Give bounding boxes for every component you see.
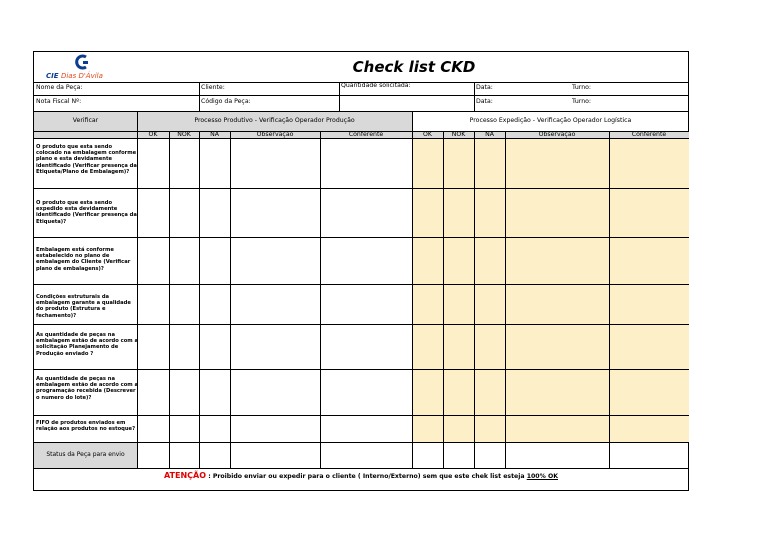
col-nok-producao: NOK [177, 131, 191, 138]
logo-brand: CIE [46, 72, 59, 80]
question-1: O produto que esta sendo colocado na embalagem conforme plano e esta devidamente identificado (Verificar presença da Etiqueta/Plano de Embalagem)? [36, 144, 137, 175]
checklist-sheet [33, 51, 689, 491]
col-observacao-producao: Observação [256, 131, 294, 138]
warning-label: ATENÇÃO [163, 471, 207, 480]
field-data-2: Data: [476, 98, 493, 105]
logo-sub: Dias D'Ávila [60, 72, 103, 80]
field-turno-1: Turno: [572, 84, 591, 91]
col-ok-expedicao: OK [423, 131, 432, 138]
col-na-producao: NA [210, 131, 219, 138]
col-na-expedicao: NA [485, 131, 494, 138]
expedicao-region [412, 138, 689, 442]
col-observacao-expedicao: Observação [538, 131, 576, 138]
warning-emphasis: 100% OK [526, 473, 559, 480]
footer-warning [34, 471, 688, 480]
page-title: Check list CKD [352, 58, 476, 76]
question-3: Embalagem está conforme estabelecido no plano de embalagem do Cliente (Verificar plano de embalagens)? [36, 247, 131, 272]
company-logo-icon [74, 54, 90, 74]
col-conferente-producao: Conferente [348, 131, 384, 138]
col-nok-expedicao: NOK [451, 131, 466, 138]
question-5: As quantidade de peças na embalagem estão de acordo com a solicitação Planejamento de Produção enviado ? [36, 332, 138, 357]
question-7: FIFO de produtos enviados em relação aos produtos no estoque? [36, 420, 136, 433]
col-conferente-expedicao: Conferente [631, 131, 667, 138]
section-expedicao-header: Processo Expedição - Verificação Operador Logística [469, 117, 632, 124]
field-nome-peca: Nome da Peça: [36, 84, 83, 91]
field-codigo-peca: Código da Peça: [201, 98, 251, 105]
company-logo-text [46, 72, 103, 80]
question-4: Condições estruturais da embalagem garante a qualidade do produto (Estrutura e fechamento)? [36, 294, 131, 319]
section-producao-header: Processo Produtivo - Verificação Operador Produção [194, 117, 355, 124]
col-ok-producao: OK [148, 131, 158, 138]
status-label: Status da Peça para envio [46, 451, 125, 458]
field-turno-2: Turno: [572, 98, 591, 105]
field-quantidade: Quantidade solicitada: [341, 82, 411, 89]
field-data-1: Data: [476, 84, 493, 91]
field-cliente: Cliente: [201, 84, 225, 91]
question-2: O produto que esta sendo expedido esta devidamente identificado (Verificar presença da Etiqueta)? [36, 200, 137, 225]
verificar-header: Verificar [72, 117, 99, 124]
field-nota-fiscal: Nota Fiscal Nº: [36, 98, 82, 105]
warning-message: : Proibido enviar ou expedir para o cliente ( Interno/Externo) sem que este chek list esteja [206, 473, 527, 480]
question-6: As quantidade de peças na embalagem estão de acordo com a programação recebida (Descrever o numero do lote)? [36, 376, 138, 401]
